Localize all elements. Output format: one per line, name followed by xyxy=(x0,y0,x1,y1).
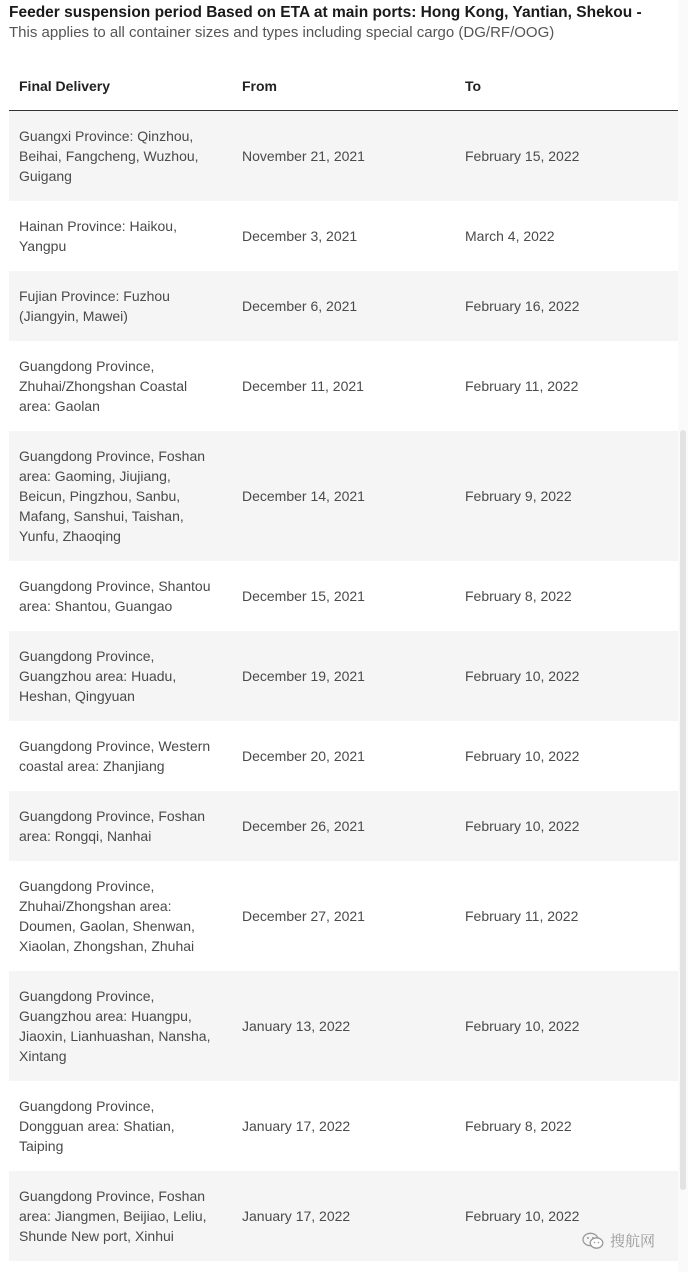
cell-line: Guangzhou area: Huadu, xyxy=(19,668,177,684)
wechat-icon xyxy=(582,1232,604,1250)
cell-line: Guangdong Province, Shantou xyxy=(19,578,211,594)
cell-final-delivery xyxy=(9,286,232,326)
cell-line: Heshan, Qingyuan xyxy=(19,688,135,704)
table-row xyxy=(9,791,678,861)
table-row xyxy=(9,721,678,791)
cell-to: February 8, 2022 xyxy=(465,1118,572,1134)
table-body xyxy=(9,111,678,1261)
cell-line: Mafang, Sanshui, Taishan, xyxy=(19,508,184,524)
cell-line: (Jiangyin, Mawei) xyxy=(19,308,128,324)
cell-final-delivery xyxy=(9,876,232,956)
cell-from: December 27, 2021 xyxy=(242,908,365,924)
cell-line: Guangdong Province, xyxy=(19,648,155,664)
column-header-from: From xyxy=(242,77,277,94)
cell-to: February 10, 2022 xyxy=(465,748,580,764)
cell-to: February 15, 2022 xyxy=(465,148,580,164)
cell-line: Taiping xyxy=(19,1138,64,1154)
table-row xyxy=(9,1171,678,1261)
cell-line: Guigang xyxy=(19,168,72,184)
cell-to: February 9, 2022 xyxy=(465,488,572,504)
watermark xyxy=(582,1230,655,1251)
cell-final-delivery xyxy=(9,1186,232,1246)
cell-from: December 19, 2021 xyxy=(242,668,365,684)
cell-line: Beicun, Pingzhou, Sanbu, xyxy=(19,488,181,504)
cell-line: area: Gaolan xyxy=(19,398,100,414)
cell-from: January 13, 2022 xyxy=(242,1018,351,1034)
cell-line: Dongguan area: Shatian, xyxy=(19,1118,175,1134)
cell-final-delivery xyxy=(9,806,232,846)
cell-line: Yangpu xyxy=(19,238,67,254)
cell-line: Fujian Province: Fuzhou xyxy=(19,288,170,304)
cell-line: Guangdong Province, Foshan xyxy=(19,808,206,824)
cell-from: January 17, 2022 xyxy=(242,1118,351,1134)
cell-to: February 16, 2022 xyxy=(465,298,580,314)
cell-line: Zhuhai/Zhongshan area: xyxy=(19,898,172,914)
cell-final-delivery xyxy=(9,216,232,256)
cell-from: January 17, 2022 xyxy=(242,1208,351,1224)
cell-to: February 10, 2022 xyxy=(465,1208,580,1224)
cell-line: Shunde New port, Xinhui xyxy=(19,1228,174,1244)
cell-from: December 15, 2021 xyxy=(242,588,365,604)
cell-line: Xiaolan, Zhongshan, Zhuhai xyxy=(19,938,195,954)
table-row xyxy=(9,111,678,201)
table-row xyxy=(9,341,678,431)
table-row xyxy=(9,971,678,1081)
cell-to: February 11, 2022 xyxy=(465,908,579,924)
cell-from: December 3, 2021 xyxy=(242,228,358,244)
cell-line: Xintang xyxy=(19,1048,67,1064)
cell-to: February 8, 2022 xyxy=(465,588,572,604)
cell-line: area: Jiangmen, Beijiao, Leliu, xyxy=(19,1208,207,1224)
cell-final-delivery xyxy=(9,646,232,706)
scrollbar[interactable] xyxy=(678,0,688,1272)
table-row xyxy=(9,861,678,971)
cell-line: Guangdong Province, xyxy=(19,1098,155,1114)
cell-final-delivery xyxy=(9,446,232,546)
cell-line: area: Rongqi, Nanhai xyxy=(19,828,152,844)
table-row xyxy=(9,201,678,271)
table-row xyxy=(9,271,678,341)
cell-final-delivery xyxy=(9,576,232,616)
cell-final-delivery xyxy=(9,986,232,1066)
column-header-final-delivery: Final Delivery xyxy=(19,77,111,94)
cell-final-delivery xyxy=(9,356,232,416)
cell-line: Guangdong Province, xyxy=(19,988,155,1004)
cell-to: February 10, 2022 xyxy=(465,818,580,834)
watermark-text: 搜航网 xyxy=(610,1233,656,1250)
cell-to: February 10, 2022 xyxy=(465,1018,580,1034)
table-row xyxy=(9,631,678,721)
cell-line: Guangdong Province, Foshan xyxy=(19,1188,206,1204)
column-header-to: To xyxy=(465,77,482,94)
cell-to: March 4, 2022 xyxy=(465,228,555,244)
cell-line: Guangdong Province, xyxy=(19,878,155,894)
table-header xyxy=(9,61,678,111)
cell-final-delivery xyxy=(9,126,232,186)
cell-line: Guangdong Province, Western xyxy=(19,738,211,754)
header xyxy=(9,3,688,47)
cell-line: Guangxi Province: Qinzhou, xyxy=(19,128,194,144)
cell-from: December 26, 2021 xyxy=(242,818,365,834)
cell-line: Beihai, Fangcheng, Wuzhou, xyxy=(19,148,199,164)
cell-line: Guangdong Province, xyxy=(19,358,155,374)
cell-line: area: Gaoming, Jiujiang, xyxy=(19,468,171,484)
cell-line: Doumen, Gaolan, Shenwan, xyxy=(19,918,195,934)
cell-line: Zhuhai/Zhongshan Coastal xyxy=(19,378,188,394)
cell-from: December 20, 2021 xyxy=(242,748,365,764)
page-title: Feeder suspension period Based on ETA at main ports: Hong Kong, Yantian, Shekou - xyxy=(9,4,642,21)
cell-from: November 21, 2021 xyxy=(242,148,365,164)
cell-line: Guangdong Province, Foshan xyxy=(19,448,206,464)
table-row xyxy=(9,561,678,631)
cell-line: Guangzhou area: Huangpu, xyxy=(19,1008,192,1024)
table-row xyxy=(9,431,678,561)
cell-line: Yunfu, Zhaoqing xyxy=(19,528,121,544)
cell-line: coastal area: Zhanjiang xyxy=(19,758,165,774)
cell-to: February 10, 2022 xyxy=(465,668,580,684)
scrollbar-thumb[interactable] xyxy=(680,430,686,1190)
cell-line: Jiaoxin, Lianhuashan, Nansha, xyxy=(19,1028,211,1044)
cell-from: December 11, 2021 xyxy=(242,378,364,394)
table-row xyxy=(9,1081,678,1171)
page-subtitle: This applies to all container sizes and types including special cargo (DG/RF/OOG) xyxy=(9,24,555,41)
cell-line: Hainan Province: Haikou, xyxy=(19,218,177,234)
cell-from: December 6, 2021 xyxy=(242,298,358,314)
cell-final-delivery xyxy=(9,1096,232,1156)
cell-from: December 14, 2021 xyxy=(242,488,365,504)
cell-line: area: Shantou, Guangao xyxy=(19,598,173,614)
feeder-suspension-table xyxy=(9,61,678,1261)
cell-final-delivery xyxy=(9,736,232,776)
cell-to: February 11, 2022 xyxy=(465,378,579,394)
